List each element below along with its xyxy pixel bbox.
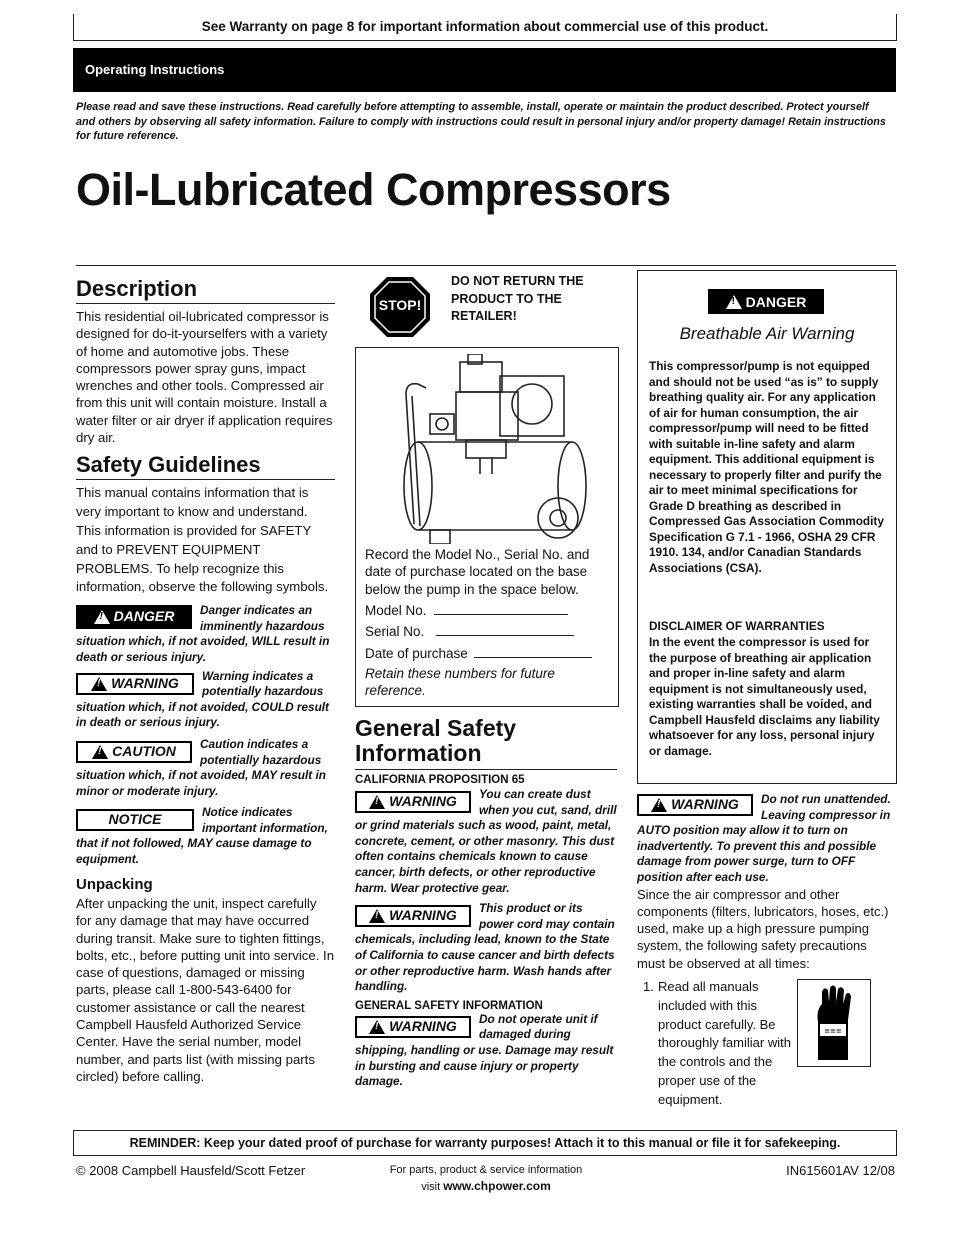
warning-symbol-label: WARNING (389, 907, 457, 924)
page-title: Oil-Lubricated Compressors (76, 164, 671, 215)
prop65-cord-warning (355, 901, 617, 995)
damaged-unit-warning (355, 1012, 617, 1090)
safety-guidelines-heading: Safety Guidelines (76, 452, 335, 480)
record-box (355, 347, 619, 707)
parts-info-line: For parts, product & service information (389, 1164, 583, 1176)
warning-triangle-icon (369, 909, 385, 923)
california-prop65-heading: CALIFORNIA PROPOSITION 65 (355, 774, 525, 786)
warning-symbol-label: WARNING (389, 1017, 457, 1034)
precautions-intro: Since the air compressor and other components (filters, lubricators, hoses, etc.) used, make up a high pressure pumping system, the following safety precautions must be observed at all times: (637, 886, 889, 971)
disclaimer-heading: DISCLAIMER OF WARRANTIES (649, 619, 825, 633)
prop65-dust-warning-text: You can create dust when you cut, sand, drill or grind materials such as wood, paint, metal, concrete, cement, or other masonry. This dust often contains chemicals known to cause cancer, birth defects, or other reproductive harm. Wear protective gear. (355, 787, 617, 895)
danger-symbol (708, 289, 824, 314)
record-instructions: Record the Model No., Serial No. and date of purchase located on the base below the pump in the space below. (365, 547, 590, 597)
model-number-field[interactable] (365, 602, 611, 619)
unattended-warning-text: Do not run unattended. Leaving compressor in AUTO position may allow it to turn on inadvertently. To prevent this and possible damage from power surge, turn to OFF position after each use. (637, 792, 891, 884)
unattended-warning-section (637, 792, 895, 972)
serial-number-field[interactable] (365, 623, 611, 640)
warning-triangle-icon (369, 1020, 385, 1034)
compressor-illustration (400, 354, 590, 544)
caution-definition (76, 737, 335, 799)
column-left (76, 276, 335, 1085)
svg-text:≡≡≡: ≡≡≡ (824, 1027, 842, 1035)
list-item-read-manuals: Read all manuals included with this product carefully. Be thoroughly familiar with the controls and the proper use of the equipment. (658, 979, 791, 1107)
damaged-unit-warning-text: Do not operate unit if damaged during shipping, handling or use. Damage may result in bursting and cause injury or property damage. (355, 1011, 614, 1089)
list-item-number: 1. (643, 979, 654, 994)
warning-triangle-icon (726, 295, 742, 309)
warning-symbol (355, 791, 471, 813)
caution-symbol (76, 741, 192, 763)
danger-definition (76, 603, 335, 665)
warning-triangle-icon (91, 677, 107, 691)
warning-symbol (355, 905, 471, 927)
warning-triangle-icon (92, 745, 108, 759)
unattended-warning (637, 792, 895, 886)
warning-definition-text: Warning indicates a potentially hazardous situation which, if not avoided, COULD result in death or serious injury. (76, 668, 329, 730)
general-safety-section (355, 716, 617, 1090)
warning-symbol (637, 794, 753, 816)
safety-guidelines-text: This manual contains information that is very important to know and understand. This information is provided for SAFETY and to PREVENT EQUIPMENT PROBLEMS. To help recognize this information, observe the following symbols. (76, 485, 329, 595)
purchase-date-field[interactable] (365, 645, 611, 662)
notice-definition-text: Notice indicates important information, that if not followed, MAY cause damage to equipment. (76, 805, 328, 867)
read-manual-icon (797, 979, 871, 1067)
unpacking-heading: Unpacking (76, 875, 153, 893)
breathable-air-text: This compressor/pump is not equipped and should not be used “as is” to supply breathing quality air. For any application of air for human consumption, the air compressor/pump will need to be fitted with suitable in-line safety and alarm equipment. This additional equipment is necessary to properly filter and purify the air to meet minimal specifications for Grade D breathing as described in Compressed Gas Association Commodity Specification G 7.1 - 1966, OSHA 29 CFR 1910. 134, and/or Canadian Standards Associations (CSA). (649, 359, 884, 575)
danger-symbol-label: DANGER (113, 608, 175, 625)
danger-symbol-label: DANGER (745, 293, 807, 310)
retain-numbers-note: Retain these numbers for future reference. (365, 666, 555, 699)
stop-sign-label: STOP! (378, 297, 422, 313)
title-rule (76, 265, 896, 266)
stop-sign-icon (368, 275, 432, 339)
general-safety-info-heading: GENERAL SAFETY INFORMATION (355, 999, 543, 1012)
operating-instructions-bar: Operating Instructions (73, 48, 896, 92)
danger-symbol (76, 605, 192, 629)
serial-number-label: Serial No. (365, 624, 425, 639)
notice-symbol-label: NOTICE (108, 811, 162, 828)
caution-definition-text: Caution indicates a potentially hazardous situation which, if not avoided, MAY result in minor or moderate injury. (76, 736, 326, 798)
prop65-dust-warning (355, 787, 617, 896)
unpacking-text: After unpacking the unit, inspect carefully for any damage that may have occurred during transit. Make sure to tighten fittings, bolts, etc., before putting unit into service. In case of questions, damaged or missing parts, please call 1-800-543-6400 for customer assistance or call the nearest Campbell Hausfeld Authorized Service Center. Have the serial number, model number, and parts list (with missing parts circled) before calling. (76, 895, 335, 1084)
document-code: IN615601AV 12/08 (786, 1163, 895, 1178)
disclaimer-text: In the event the compressor is used for the purpose of breathing air application and proper in-line safety and alarm equipment is not simultaneously used, existing warranties shall be voided, and Campbell Hausfeld disclaims any liability whatsoever for any loss, personal injury or damage. (649, 635, 880, 758)
description-heading: Description (76, 276, 335, 304)
warning-symbol-label: WARNING (111, 674, 179, 691)
warning-definition (76, 669, 335, 731)
parts-visit-label: visit (421, 1181, 441, 1193)
purchase-date-label: Date of purchase (365, 646, 468, 661)
notice-definition (76, 805, 335, 867)
reminder-banner: REMINDER: Keep your dated proof of purchase for warranty purposes! Attach it to this manual or file it for safekeeping. (73, 1130, 897, 1156)
warning-symbol (355, 1016, 471, 1038)
warning-symbol-label: WARNING (389, 793, 457, 810)
warning-symbol (76, 673, 194, 695)
general-safety-heading: General Safety Information (355, 716, 617, 770)
prop65-cord-warning-text: This product or its power cord may contain chemicals, including lead, known to the State of California to cause cancer and birth defects or other reproductive harm. Wash hands after handling. (355, 901, 615, 994)
copyright: © 2008 Campbell Hausfeld/Scott Fetzer (76, 1163, 306, 1178)
warning-triangle-icon (651, 798, 667, 812)
do-not-return-text: DO NOT RETURN THE PRODUCT TO THE RETAILER! (451, 274, 584, 323)
breathable-air-heading: Breathable Air Warning (679, 324, 855, 343)
warning-triangle-icon (94, 610, 110, 624)
warranty-banner: See Warranty on page 8 for important information about commercial use of this product. (73, 14, 897, 41)
website-link[interactable]: www.chpower.com (443, 1179, 551, 1193)
danger-definition-text: Danger indicates an imminently hazardous situation which, if not avoided, WILL result in death or serious injury. (76, 603, 330, 664)
intro-paragraph: Please read and save these instructions. Read carefully before attempting to assemble, install, operate or maintain the product described. Protect yourself and others by observing all safety information. Failure to comply with instructions could result in personal injury and/or property damage! Retain instructions for future reference. (76, 101, 886, 142)
warning-symbol-label: WARNING (671, 796, 739, 813)
description-text: This residential oil-lubricated compressor is designed for do-it-yourselfers with a variety of home and automotive jobs. These compressors power spray guns, impact wrenches and other tools. Compressed air from this unit will contain moisture. Install a water filter or air dryer if application requires dry air. (76, 309, 333, 446)
model-number-label: Model No. (365, 603, 427, 618)
parts-info (370, 1162, 602, 1195)
warning-triangle-icon (369, 795, 385, 809)
parts-info-url-line (370, 1178, 602, 1195)
notice-symbol (76, 809, 194, 831)
breathable-air-danger-box (637, 270, 897, 784)
caution-symbol-label: CAUTION (112, 743, 176, 760)
